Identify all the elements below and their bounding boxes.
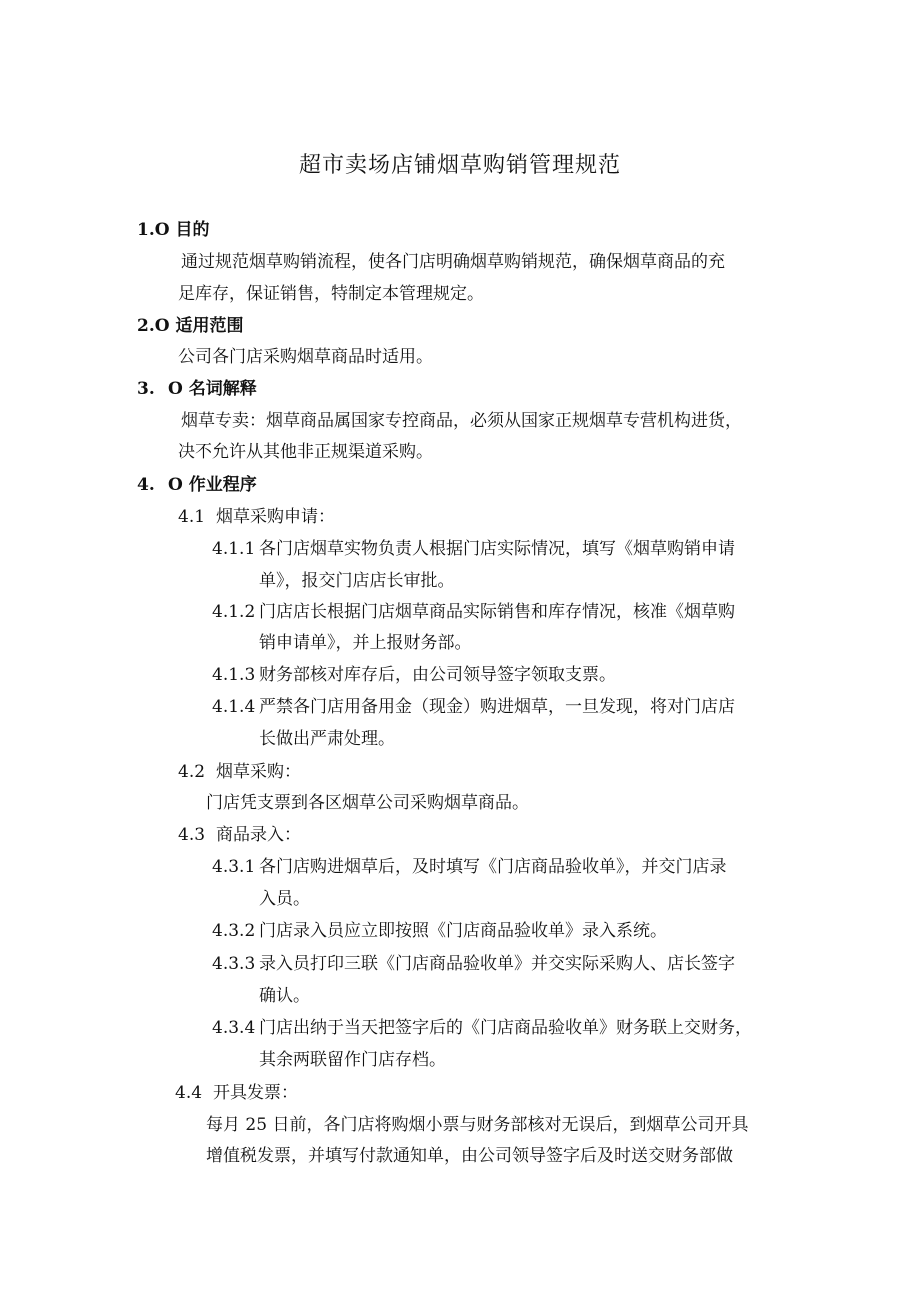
item-4-3-1-line-2: 入员。 (259, 889, 310, 909)
item-4-4-number: 4.4 (175, 1083, 203, 1103)
item-4-3-4-number: 4.3.4 (212, 1018, 256, 1038)
item-4-2-label: 烟草采购： (216, 762, 301, 782)
page-title: 超市卖场店铺烟草购销管理规范 (298, 153, 621, 178)
item-4-3-3-line-1: 录入员打印三联《门店商品验收单》并交实际采购人、店长签字 (259, 954, 735, 974)
section-4-number: 4. (137, 475, 155, 495)
item-4-1-3-line-1: 财务部核对库存后，由公司领导签字领取支票。 (259, 665, 616, 685)
item-4-1-4-number: 4.1.4 (212, 697, 256, 717)
item-4-4-label: 开具发票： (213, 1083, 298, 1103)
item-4-1-4-line-1: 严禁各门店用备用金（现金）购进烟草，一旦发现，将对门店店 (259, 697, 735, 717)
item-4-1-number: 4.1 (178, 507, 206, 527)
item-4-4-text-line-2: 增值税发票，并填写付款通知单，由公司领导签字后及时送交财务部做 (206, 1146, 733, 1166)
item-4-3-4-line-2: 其余两联留作门店存档。 (259, 1050, 446, 1070)
section-1-heading: 1.O 目的 (137, 220, 210, 240)
section-4-heading: O 作业程序 (168, 475, 257, 495)
section-2-text-line-1: 公司各门店采购烟草商品时适用。 (178, 347, 433, 367)
section-1-text-line-2: 足库存，保证销售，特制定本管理规定。 (178, 284, 484, 304)
item-4-3-number: 4.3 (178, 825, 206, 845)
item-4-3-2-number: 4.3.2 (212, 921, 256, 941)
item-4-2-number: 4.2 (178, 762, 206, 782)
item-4-1-label: 烟草采购申请： (216, 507, 335, 527)
section-3-text-line-1: 烟草专卖：烟草商品属国家专控商品，必须从国家正规烟草专营机构进货， (181, 411, 742, 431)
item-4-2-text: 门店凭支票到各区烟草公司采购烟草商品。 (206, 793, 529, 813)
item-4-1-2-number: 4.1.2 (212, 602, 256, 622)
item-4-1-1-line-1: 各门店烟草实物负责人根据门店实际情况，填写《烟草购销申请 (259, 539, 735, 559)
item-4-3-3-number: 4.3.3 (212, 954, 256, 974)
item-4-3-3-line-2: 确认。 (259, 986, 310, 1006)
section-2-heading: 2.O 适用范围 (137, 316, 244, 336)
item-4-3-1-number: 4.3.1 (212, 857, 256, 877)
item-4-1-3-number: 4.1.3 (212, 665, 256, 685)
item-4-1-1-number: 4.1.1 (212, 539, 256, 559)
item-4-4-text-line-1: 每月 25 日前，各门店将购烟小票与财务部核对无误后，到烟草公司开具 (206, 1115, 749, 1135)
section-3-number: 3. (137, 379, 155, 399)
item-4-1-2-line-1: 门店店长根据门店烟草商品实际销售和库存情况，核准《烟草购 (259, 602, 735, 622)
item-4-1-2-line-2: 销申请单》，并上报财务部。 (259, 633, 472, 653)
item-4-3-label: 商品录入： (216, 825, 301, 845)
item-4-1-1-line-2: 单》，报交门店店长审批。 (259, 571, 455, 591)
section-1-text-line-1: 通过规范烟草购销流程，使各门店明确烟草购销规范，确保烟草商品的充 (181, 252, 725, 272)
item-4-3-2-line-1: 门店录入员应立即按照《门店商品验收单》录入系统。 (259, 921, 667, 941)
section-3-text-line-2: 决不允许从其他非正规渠道采购。 (178, 442, 433, 462)
item-4-3-4-line-1: 门店出纳于当天把签字后的《门店商品验收单》财务联上交财务， (259, 1018, 752, 1038)
item-4-3-1-line-1: 各门店购进烟草后，及时填写《门店商品验收单》，并交门店录 (259, 857, 727, 877)
section-3-heading: O 名词解释 (168, 379, 257, 399)
item-4-1-4-line-2: 长做出严肃处理。 (259, 729, 395, 749)
